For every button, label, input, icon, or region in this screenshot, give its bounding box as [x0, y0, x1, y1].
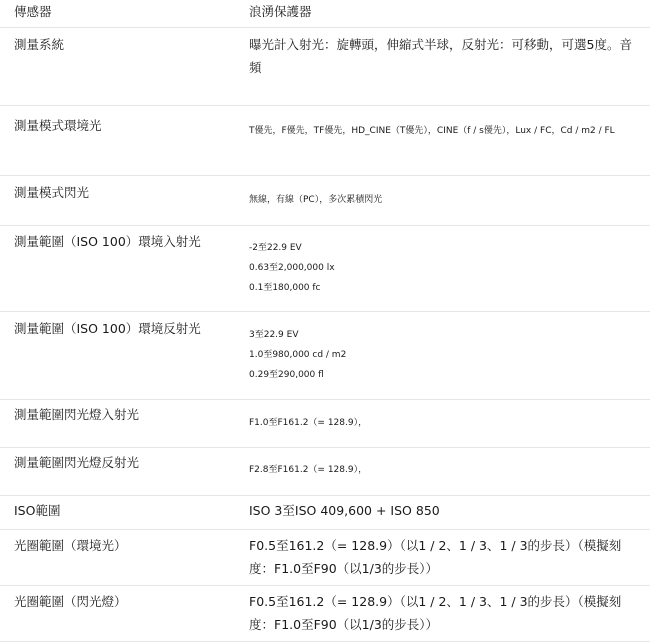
spec-value-line: 0.29至290,000 fl [249, 370, 324, 380]
spec-label: 傳感器 [14, 4, 52, 19]
spec-label: 測量範圍閃光燈反射光 [14, 455, 140, 470]
spec-label: 測量範圍（ISO 100）環境入射光 [14, 234, 201, 249]
table-row [0, 106, 650, 176]
table-row [0, 400, 650, 448]
spec-value: ISO 3至ISO 409,600 + ISO 850 [249, 503, 440, 518]
spec-value: F1.0至F161.2（= 128.9）， [249, 418, 368, 428]
spec-value-line: 3至22.9 EV [249, 330, 299, 340]
table-row [0, 530, 650, 586]
spec-label: 測量模式閃光 [14, 185, 90, 200]
spec-value: T優先，F優先，TF優先，HD_CINE（T優先），CINE（f / s優先），Lux / FC，Cd / m2 / FL [249, 126, 615, 136]
spec-value: 曝光計入射光：旋轉頭，伸縮式半球，反射光：可移動，可選5度。音頻 [249, 37, 632, 75]
spec-value: 浪湧保護器 [249, 4, 312, 19]
spec-value-list [249, 238, 641, 298]
spec-value-line: 1.0至980,000 cd / m2 [249, 350, 347, 360]
spec-value: F2.8至F161.2（= 128.9）， [249, 465, 368, 475]
spec-value: F0.5至161.2（= 128.9）（以1 / 2、1 / 3、1 / 3的步長）（模擬刻度：F1.0至F90（以1/3的步長）） [249, 594, 622, 632]
spec-value: F0.5至161.2（= 128.9）（以1 / 2、1 / 3、1 / 3的步長）（模擬刻度：F1.0至F90（以1/3的步長）） [249, 538, 622, 576]
table-row [0, 0, 650, 28]
table-row [0, 496, 650, 530]
spec-label: 測量模式環境光 [14, 118, 102, 133]
table-row [0, 312, 650, 400]
table-row [0, 586, 650, 642]
table-row [0, 176, 650, 226]
spec-label: 光圈範圍（環境光） [14, 538, 127, 553]
spec-label: 光圈範圍（閃光燈） [14, 594, 127, 609]
spec-value-line: -2至22.9 EV [249, 243, 302, 253]
spec-value-line: 0.63至2,000,000 lx [249, 263, 335, 273]
spec-label: 測量系統 [14, 37, 65, 52]
spec-value-line: 0.1至180,000 fc [249, 283, 321, 293]
spec-label: 測量範圍（ISO 100）環境反射光 [14, 321, 201, 336]
spec-label: 測量範圍閃光燈入射光 [14, 407, 140, 422]
table-row [0, 448, 650, 496]
spec-value: 無線，有線（PC），多次累積閃光 [249, 195, 383, 205]
table-row [0, 226, 650, 312]
table-row [0, 28, 650, 106]
spec-value-list [249, 325, 641, 385]
spec-label: ISO範圍 [14, 503, 61, 518]
